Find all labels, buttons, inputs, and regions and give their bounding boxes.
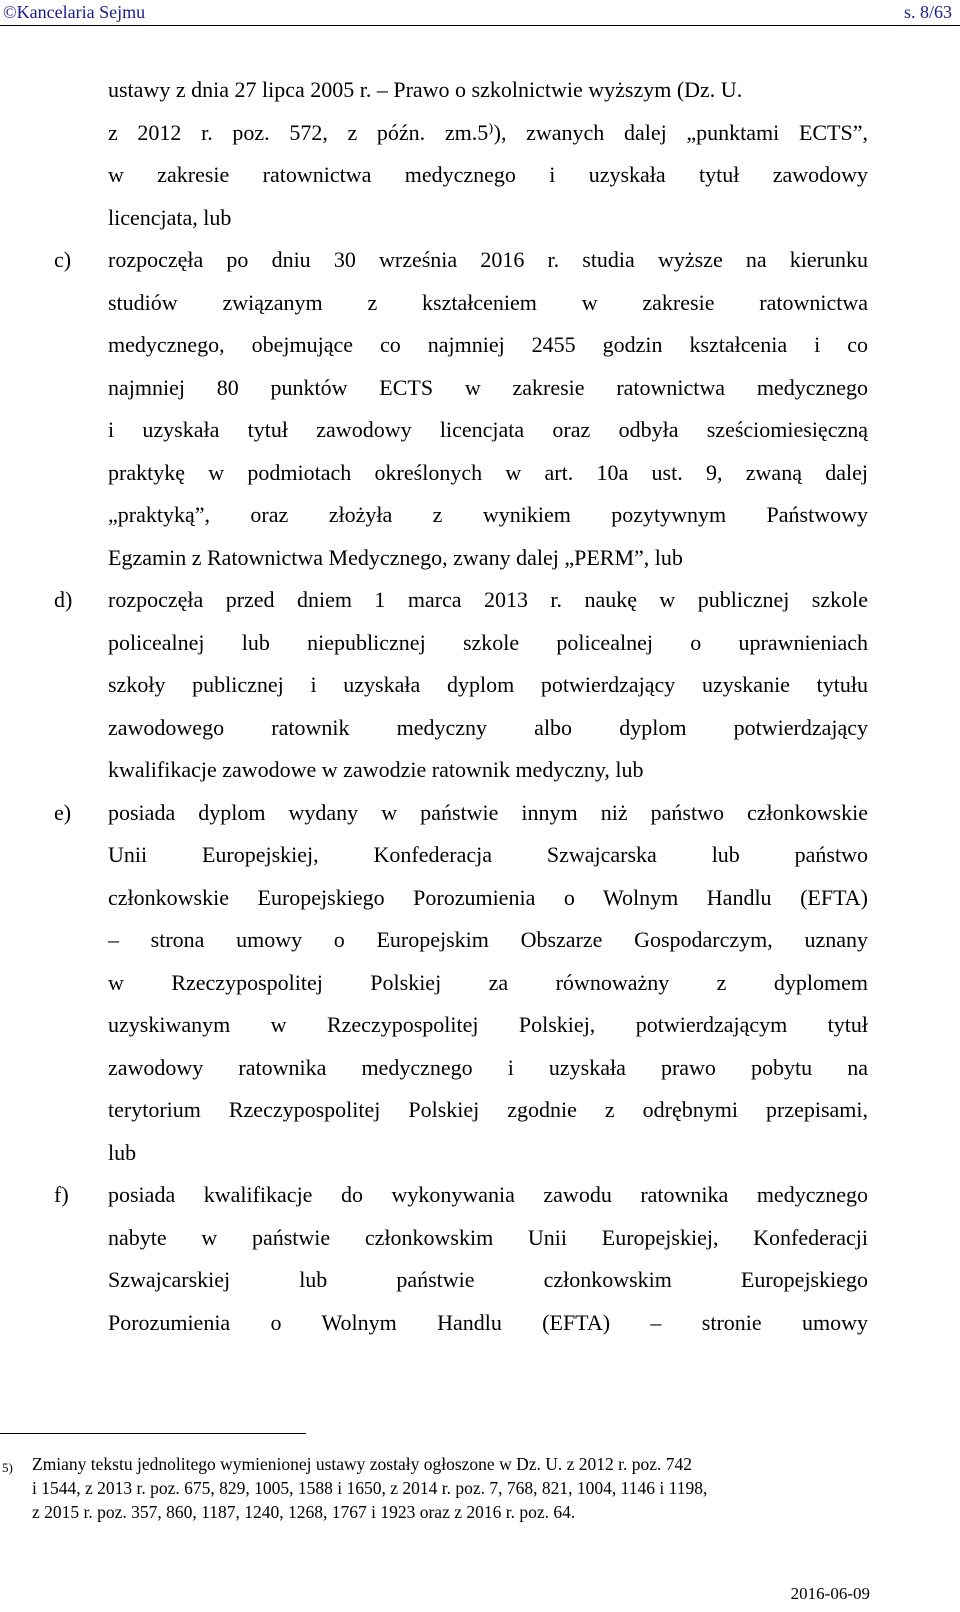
- text-line: posiada kwalifikacje do wykonywania zawodu ratownika medycznego: [108, 1182, 868, 1207]
- text-line: i uzyskała tytuł zawodowy licencjata oraz odbyła sześciomiesięczną: [108, 417, 868, 442]
- text-line: najmniej 80 punktów ECTS w zakresie ratownictwa medycznego: [108, 375, 868, 400]
- text-line: uzyskiwanym w Rzeczypospolitej Polskiej, potwierdzającym tytuł: [108, 1012, 868, 1037]
- text-line: w zakresie ratownictwa medycznego i uzyskała tytuł zawodowy: [108, 162, 868, 187]
- text-line: policealnej lub niepublicznej szkole policealnej o uprawnieniach: [108, 630, 868, 655]
- text-line: ustawy z dnia 27 lipca 2005 r. – Prawo o szkolnictwie wyższym (Dz. U.: [108, 77, 743, 102]
- text-line: – strona umowy o Europejskim Obszarze Gospodarczym, uznany: [108, 927, 868, 952]
- text-line: Egzamin z Ratownictwa Medycznego, zwany dalej „PERM”, lub: [108, 545, 683, 570]
- text-line: zawodowego ratownik medyczny albo dyplom potwierdzający: [108, 715, 868, 740]
- footnote-line: Zmiany tekstu jednolitego wymienionej ustawy zostały ogłoszone w Dz. U. z 2012 r. poz. 742: [32, 1454, 693, 1474]
- text-line: Unii Europejskiej, Konfederacja Szwajcarska lub państwo: [108, 842, 868, 867]
- text-line: medycznego, obejmujące co najmniej 2455 godzin kształcenia i co: [108, 332, 868, 357]
- text-line: „praktyką”, oraz złożyła z wynikiem pozytywnym Państwowy: [108, 502, 868, 527]
- footnote-mark: 5): [2, 1460, 13, 1475]
- page-header: [0, 2, 960, 28]
- text-line: studiów związanym z kształceniem w zakresie ratownictwa: [108, 290, 868, 315]
- list-marker: f): [54, 1182, 69, 1207]
- footnote-line: i 1544, z 2013 r. poz. 675, 829, 1005, 1588 i 1650, z 2014 r. poz. 7, 768, 821, 1004, 1146 i 1198,: [32, 1478, 708, 1498]
- list-marker: d): [54, 587, 73, 612]
- text-line: z 2012 r. poz. 572, z późn. zm.5⁾), zwanych dalej „punktami ECTS”,: [108, 120, 868, 145]
- text-line: nabyte w państwie członkowskim Unii Europejskiej, Konfederacji: [108, 1225, 868, 1250]
- footnote-line: z 2015 r. poz. 357, 860, 1187, 1240, 1268, 1767 i 1923 oraz z 2016 r. poz. 64.: [32, 1502, 576, 1522]
- text-line: kwalifikacje zawodowe w zawodzie ratownik medyczny, lub: [108, 757, 644, 782]
- text-line: członkowskie Europejskiego Porozumienia o Wolnym Handlu (EFTA): [108, 885, 868, 910]
- page-number: s. 8/63: [903, 2, 952, 22]
- text-line: w Rzeczypospolitej Polskiej za równoważny z dyplomem: [108, 970, 868, 995]
- list-marker: c): [54, 247, 72, 272]
- text-line: Szwajcarskiej lub państwie członkowskim Europejskiego: [108, 1267, 868, 1292]
- text-line: lub: [108, 1140, 137, 1165]
- text-line: posiada dyplom wydany w państwie innym niż państwo członkowskie: [108, 800, 868, 825]
- source-label: ©Kancelaria Sejmu: [3, 2, 146, 22]
- text-line: praktykę w podmiotach określonych w art. 10a ust. 9, zwaną dalej: [108, 460, 868, 485]
- text-line: Porozumienia o Wolnym Handlu (EFTA) – stronie umowy: [108, 1310, 868, 1335]
- text-line: rozpoczęła przed dniem 1 marca 2013 r. naukę w publicznej szkole: [108, 587, 868, 612]
- text-line: licencjata, lub: [108, 205, 232, 230]
- document-date: 2016-06-09: [790, 1584, 870, 1603]
- text-line: terytorium Rzeczypospolitej Polskiej zgodnie z odrębnymi przepisami,: [108, 1097, 868, 1122]
- footnote-divider: [0, 1433, 306, 1434]
- list-marker: e): [54, 800, 72, 825]
- text-line: rozpoczęła po dniu 30 września 2016 r. studia wyższe na kierunku: [108, 247, 868, 272]
- text-line: szkoły publicznej i uzyskała dyplom potwierdzający uzyskanie tytułu: [108, 672, 868, 697]
- text-line: zawodowy ratownika medycznego i uzyskała prawo pobytu na: [108, 1055, 868, 1080]
- header-divider: [0, 25, 960, 26]
